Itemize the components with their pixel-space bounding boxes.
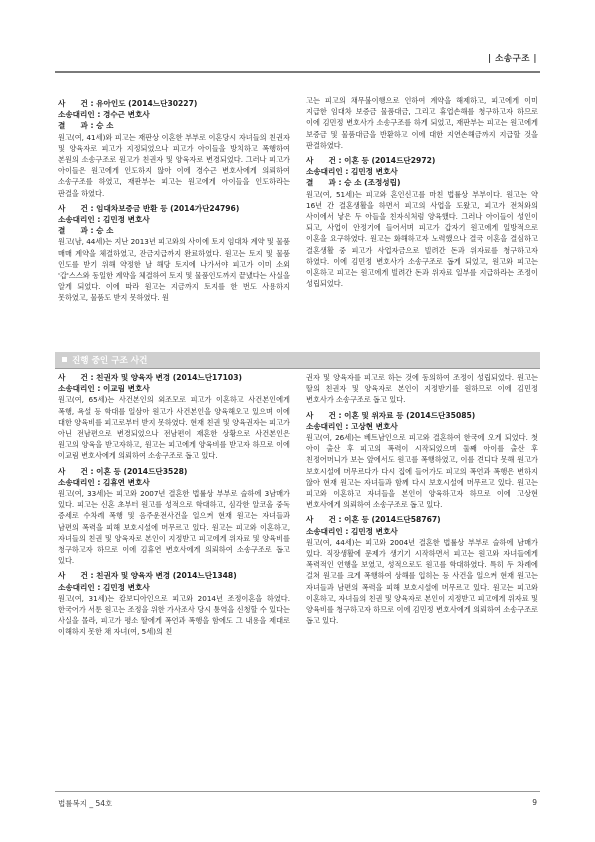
- case-lawyer-field: 소송대리인 : 고상현 변호사: [306, 421, 398, 431]
- case-result-field: 결 과 : 승 소: [58, 226, 114, 236]
- case-number-field: 사 건 : 이혼 등 (2014드단2972): [306, 156, 436, 166]
- case-lawyer-field: 소송대리인 : 김민정 변호사: [306, 167, 398, 177]
- case-description: 원고(여, 51세)는 피고와 혼인신고를 마친 법률상 부부이다. 원고는 약 16년 간 결혼생활을 하면서 피고의 사업을 도왔고, 피고가 전처와의 사이에서 낳은 두 아들을 친자식처럼 양육했다. 그러나 아이들이 성인이 되고, 사업이 안정기에 들어서며 피고가 갑자기 원고에게 일방적으로 이혼을 요구하였다. 원고는 화해하고자 노력했으나 결국 이혼을 결심하고 결혼생활 중 피고가 사업자금으로 빌려간 돈과 위자료를 청구하고자 하였다. 이에 김민정 변호사가 소송구조로 돕게 되었고, 원고와 피고는 이혼하고 피고는 원고에게 빌려간 돈과 위자료 일부를 지급하라는 조정이 성립되었다.: [306, 189, 538, 289]
- case-lawyer-field: 소송대리인 : 김민정 변호사: [58, 215, 150, 225]
- section-category-tag: | 소송구조 |: [488, 54, 537, 64]
- column-bottom-left: [58, 372, 290, 640]
- case-description: 원고(남, 44세)는 지난 2013년 피고와의 사이에 토지 임대차 계약 및 물품 매매 계약을 체결하였고, 잔금지급까지 완료하였다. 원고는 토지 및 물품 인도를 받기 위해 약정한 날 해당 토지에 나가서야 피고가 이미 소외 '갑'스스와 동일한 계약을 체결하여 토지 및 물품인도까지 끝냈다는 사실을 알게 되었다. 이에 따라 원고는 지금까지 토지를 한 번도 사용하지 못하였고, 물품도 받지 못하였다. 원: [58, 237, 290, 303]
- section-header-bar: [55, 352, 540, 369]
- case-number-field: 사 건 : 임대차보증금 반환 등 (2014가단24796): [58, 203, 240, 213]
- case-entry: [58, 466, 290, 567]
- case-entry: [306, 410, 538, 511]
- case-result-field: 결 과 : 승 소: [58, 121, 114, 131]
- square-bullet-icon: [62, 357, 67, 362]
- case-description: 원고(여, 33세)는 피고와 2007년 결혼한 법률상 부부로 슬하에 3남매가 있다. 피고는 신혼 초부터 원고를 성적으로 학대하고, 심각한 알코올 중독 증세로 수차례 폭행 및 음주운전사건을 일으켜 현재 원고는 자녀들과 남편의 폭력을 피해 보호시설에 머무르고 있다. 원고는 피고와 이혼하고, 자녀들의 친권 및 양육자로 본인이 지정받고 피고에게 위자료 및 양육비를 청구하고자 하므로 이에 김휴연 변호사에게 의뢰하여 소송구조로 돕고 있다.: [58, 489, 290, 566]
- case-lawyer-field: 소송대리인 : 이교림 변호사: [58, 384, 150, 394]
- column-top-left: [58, 98, 290, 306]
- footer-rule: [55, 791, 540, 792]
- case-entry: [58, 372, 290, 462]
- case-number-field: 사 건 : 친권자 및 양육자 변경 (2014느단17103): [58, 373, 242, 382]
- case-continuation: [306, 95, 538, 151]
- case-description: 원고(여, 44세)는 피고와 2004년 결혼한 법률상 부부로 슬하에 남매가 있다. 직장생활에 문제가 생기기 시작하면서 피고는 원고와 자녀들에게 폭력적인 언행을 보였고, 성적으로도 원고를 학대하였다. 특히 두 차례에 걸쳐 원고를 크게 폭행하여 상해를 입히는 등 사건을 일으켜 현재 원고는 자녀들과 남편의 폭력을 피해 보호시설에 머무르고 있다. 원고는 피고와 이혼하고, 자녀들의 친권 및 양육자로 본인이 지정받고 피고에게 위자료 및 양육비를 청구하고자 하므로 이에 김민정 변호사에게 의뢰하여 소송구조로 돕고 있다.: [306, 537, 538, 626]
- case-description: 원고(여, 65세)는 사건본인의 외조모로 피고가 이혼하고 사건본인에게 폭행, 욕설 등 학대를 일삼아 원고가 사건본인을 양육해오고 있으며 이에 대한 양육비를 피고로부터 받지 못하였다. 현재 친권 및 양육권자는 피고가 아닌 전남편으로 변경되었으나 전남편이 재혼한 상황으로 사건본인은 원고의 양육을 받고자하고, 원고는 피고에게 양육비를 받고자 하므로 이에 이교림 변호사에게 의뢰하여 소송구조로 돕고 있다.: [58, 395, 290, 461]
- case-number-field: 사 건 : 이혼 등 (2014드단3528): [58, 466, 188, 476]
- column-bottom-right: [306, 372, 538, 628]
- case-lawyer-field: 소송대리인 : 김민정 변호사: [58, 582, 150, 592]
- case-description: 고는 피고의 채무불이행으로 인하여 계약을 해제하고, 피고에게 이미 지급한 임대차 보증금 물품대금, 그리고 휴업손해를 청구하고자 하므로 이에 김민정 변호사가 소송구조를 하게 되었고, 재판부는 피고는 원고에게 보증금 및 물품대금을 반환하고 이에 대한 지연손해금까지 지급할 것을 판결하였다.: [306, 96, 538, 150]
- column-top-right: [306, 95, 538, 291]
- case-number-field: 사 건 : 이혼 등 (2014드단58767): [306, 515, 441, 525]
- case-number-field: 사 건 : 이혼 및 위자료 등 (2014드단35085): [306, 410, 476, 420]
- case-number-field: 사 건 : 유아인도 (2014느단30227): [58, 99, 198, 108]
- case-number-field: 사 건 : 친권자 및 양육자 변경 (2014느단1348): [58, 571, 237, 581]
- case-lawyer-field: 소송대리인 : 경수근 변호사: [58, 110, 150, 120]
- case-entry: [58, 203, 290, 304]
- case-lawyer-field: 소송대리인 : 김휴연 변호사: [58, 477, 150, 487]
- case-description: 원고(여, 31세)는 캄보디아인으로 피고와 2014년 조정이혼을 하였다. 한국어가 서툰 원고는 조정을 위한 가사조사 당시 통역을 신청할 수 있다는 사실을 몰라, 피고가 평소 딸에게 폭언과 폭행을 함에도 그 내용을 제대로 이해하지 못한 채 자녀(여, 5세)의 친: [58, 593, 290, 637]
- page-number: 9: [532, 798, 537, 807]
- publication-name: 법률복지 _ 54호: [58, 799, 113, 808]
- case-entry: [306, 155, 538, 289]
- case-entry: [306, 514, 538, 626]
- case-description: 원고(여, 41세)와 피고는 재판상 이혼한 부부로 이혼당시 자녀들의 친권자 및 양육자로 피고가 지정되었으나 피고가 아이들을 방치하고 폭행하여 본원의 소송구조로 원고가 친권자 및 양육자로 변경되었다. 그러나 피고가 아이들은 원고에게 인도하지 않아 이에 경수근 변호사에게 의뢰하여 소송구조를 하였고, 재판부는 피고는 원고에게 아이들을 인도하라는 판결을 하였다.: [58, 132, 290, 198]
- case-continuation: [306, 372, 538, 406]
- header-rule: [55, 71, 540, 73]
- case-description: 원고(여, 26세)는 베트남인으로 피고와 결혼하여 한국에 오게 되었다. 첫 아이 출산 후 피고의 폭력이 시작되었으며 둘째 아이를 출산 후 친정어머니가 보는 앞에서도 원고를 폭행하였고, 이를 견디다 못해 원고가 보호시설에 머무르다가 다시 집에 들어가도 피고의 폭언과 폭행은 변하지 않아 현재 원고는 자녀들과 함께 다시 보호시설에 머무르고 있다. 원고는 피고와 이혼하고 자녀들을 본인이 양육하고자 하므로 이에 고상현 변호사에게 의뢰하여 소송구조로 돕고 있다.: [306, 433, 538, 510]
- case-entry: [58, 570, 290, 637]
- case-result-field: 결 과 : 승 소 (조정성립): [306, 178, 401, 188]
- case-description: 권자 및 양육자를 피고로 하는 것에 동의하여 조정이 성립되었다. 원고는 딸의 친권자 및 양육자로 본인이 지정받기를 원하므로 이에 김민정 변호사가 소송구조로 돕고 있다.: [306, 373, 538, 405]
- section-title: 진행 중인 구조 사건: [72, 356, 148, 366]
- case-entry: [58, 98, 290, 199]
- case-lawyer-field: 소송대리인 : 김민정 변호사: [306, 526, 398, 536]
